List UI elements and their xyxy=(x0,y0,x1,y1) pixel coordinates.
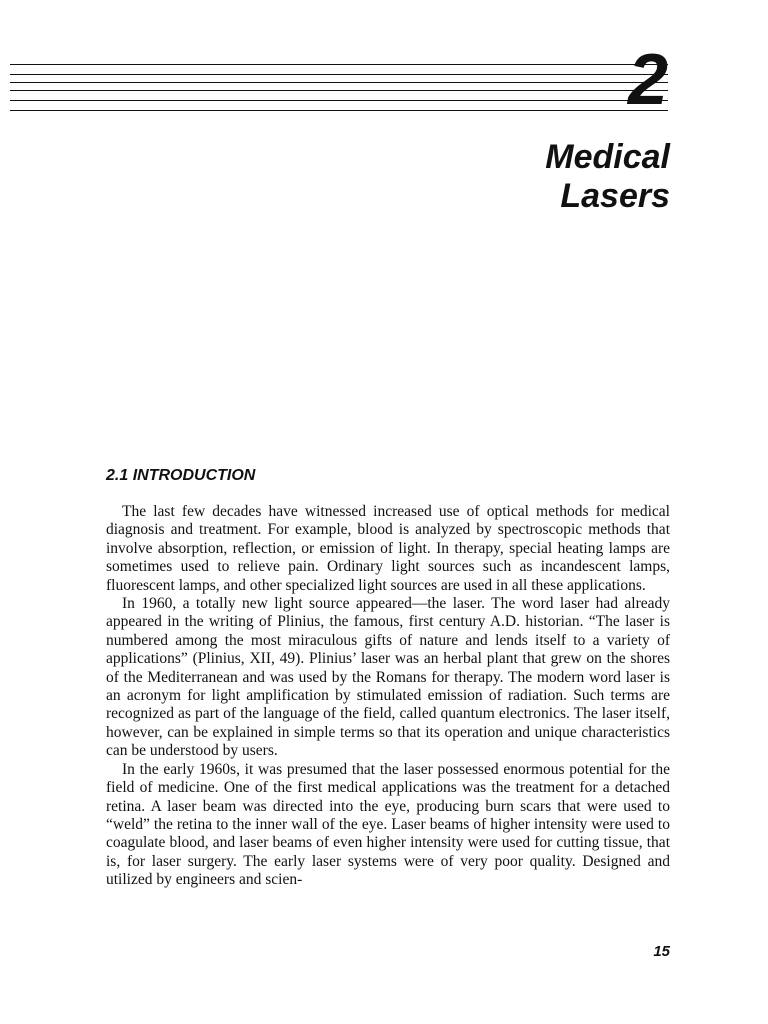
section-heading: 2.1 INTRODUCTION xyxy=(106,467,256,484)
chapter-header-rules xyxy=(10,64,668,116)
paragraph: The last few decades have witnessed increased use of optical methods for medical diagnosis and treatment. For example, blood is analyzed by spectroscopic methods that involve absorption, reflection, or emission of light. In therapy, special heating lamps are sometimes used to relieve pain. Ordinary light sources such as incandescent lamps, fluorescent lamps, and other specialized light sources are used in all these applications. xyxy=(106,503,670,594)
chapter-number: 2 xyxy=(627,40,668,120)
header-rule xyxy=(10,82,668,83)
header-rule xyxy=(10,90,668,91)
paragraph: In 1960, a totally new light source appeared—the laser. The word laser had already appeared in the writing of Plinius, the famous, first century A.D. historian. “The laser is numbered among the most miraculous gifts of nature and lends itself to a variety of applications” (Plinius, XII, 49). Plinius’ laser was an herbal plant that grew on the shores of the Mediterranean and was used by the Romans for therapy. The modern word laser is an acronym for light amplification by stimulated emission of radiation. Such terms are recognized as part of the language of the field, called quantum electronics. The laser itself, however, can be explained in simple terms so that its operation and unique characteristics can be understood by users. xyxy=(106,595,670,760)
chapter-title-line: Lasers xyxy=(560,177,670,215)
header-rule xyxy=(10,64,668,65)
header-rule xyxy=(10,74,668,75)
chapter-title xyxy=(545,138,670,216)
chapter-title-line: Medical xyxy=(545,138,670,176)
body-text xyxy=(106,503,670,890)
header-rule xyxy=(10,100,668,101)
header-rule xyxy=(10,110,668,111)
page-number: 15 xyxy=(653,943,670,960)
paragraph: In the early 1960s, it was presumed that the laser possessed enormous potential for the field of medicine. One of the first medical applications was the treatment for a detached retina. A laser beam was directed into the eye, producing burn scars that were used to “weld” the retina to the inner wall of the eye. Laser beams of higher intensity were used to coagulate blood, and laser beams of even higher intensity were used for cutting tissue, that is, for laser surgery. The early laser systems were of very poor quality. Designed and utilized by engineers and scien- xyxy=(106,760,670,889)
